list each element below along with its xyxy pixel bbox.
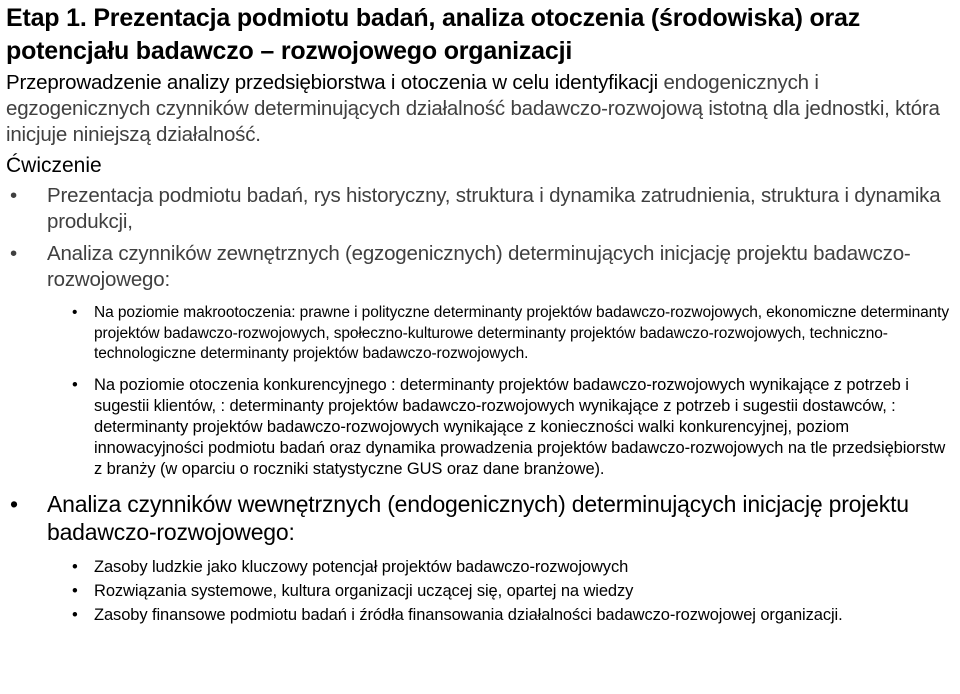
bullet-icon: • xyxy=(72,304,78,321)
bullet-icon: • xyxy=(72,557,78,576)
external-sublist-competitive xyxy=(47,375,956,480)
sublist-item-financial-resources xyxy=(6,604,956,626)
bullet-icon: • xyxy=(72,375,78,394)
sublist-item-text: Rozwiązania systemowe, kultura organizacji uczącej się, opartej na wiedzy xyxy=(94,581,634,600)
sublist-item-competitive xyxy=(6,375,956,480)
sublist-item-text: Na poziomie makrootoczenia: prawne i polityczne determinanty projektów badawczo-rozwojowych, ekonomiczne determinanty projektów badawczo-rozwojowych, społeczno-kulturowe determinanty projektów badawczo-rozwojowych, techniczno-technologiczne determinanty projektów badawczo-rozwojowych. xyxy=(94,304,949,362)
list-item-text: Analiza czynników wewnętrznych (endogenicznych) determinujących inicjację projektu badawczo-rozwojowego: xyxy=(47,490,909,545)
sublist-item-text: Na poziomie otoczenia konkurencyjnego : determinanty projektów badawczo-rozwojowych wynikające z potrzeb i sugestii klientów, : determinanty projektów badawczo-rozwojowych wynikające z potrzeb i sugestii dostawców, : determinanty projektów badawczo-rozwojowych wynikające z konieczności walki konkurencyjnej, poziom innowacyjności podmiotu badań oraz dynamika prowadzenia projektów badawczo-rozwojowych na tle przedsiębiorstw z branży (w oparciu o roczniki statystyczne GUS oraz dane branżowe). xyxy=(94,375,946,478)
sublist-item-text: Zasoby finansowe podmiotu badań i źródła finansowania działalności badawczo-rozwojowej organizacji. xyxy=(94,605,843,624)
list-item-presentation xyxy=(6,183,956,235)
bullet-icon: • xyxy=(10,490,18,517)
sublist-item-text: Zasoby ludzkie jako kluczowy potencjał projektów badawczo-rozwojowych xyxy=(94,557,629,576)
intro-text-black: Przeprowadzenie analizy przedsiębiorstwa i otoczenia w celu identyfikacji xyxy=(6,71,658,94)
list-item-text: Analiza czynników zewnętrznych (egzogenicznych) determinujących inicjację projektu badawczo-rozwojowego: xyxy=(47,242,911,291)
intro-paragraph xyxy=(6,70,956,148)
sublist-item-system-solutions xyxy=(6,580,956,602)
slide-title: Etap 1. Prezentacja podmiotu badań, analiza otoczenia (środowiska) oraz potencjału badawczo – rozwojowego organizacji xyxy=(6,4,861,65)
list-item-external-analysis xyxy=(6,241,956,480)
exercise-heading: Ćwiczenie xyxy=(6,154,102,177)
list-item-text: Prezentacja podmiotu badań, rys historyczny, struktura i dynamika zatrudnienia, struktura i dynamika produkcji, xyxy=(47,184,941,233)
sublist-item-human-resources xyxy=(6,556,956,578)
intro-text-gray: endogenicznych i egzogenicznych czynników determinujących działalność badawczo-rozwojową istotną dla jednostki, która inicjuje niniejszą działalność. xyxy=(6,71,940,146)
internal-sublist xyxy=(47,556,956,626)
bullet-icon: • xyxy=(72,605,78,624)
bullet-icon: • xyxy=(72,581,78,600)
external-sublist xyxy=(47,303,956,365)
list-item-internal-analysis xyxy=(6,490,956,626)
bullet-icon: • xyxy=(10,242,17,265)
bullet-icon: • xyxy=(10,184,17,207)
exercise-list xyxy=(6,183,956,626)
sublist-item-macro xyxy=(6,303,956,365)
